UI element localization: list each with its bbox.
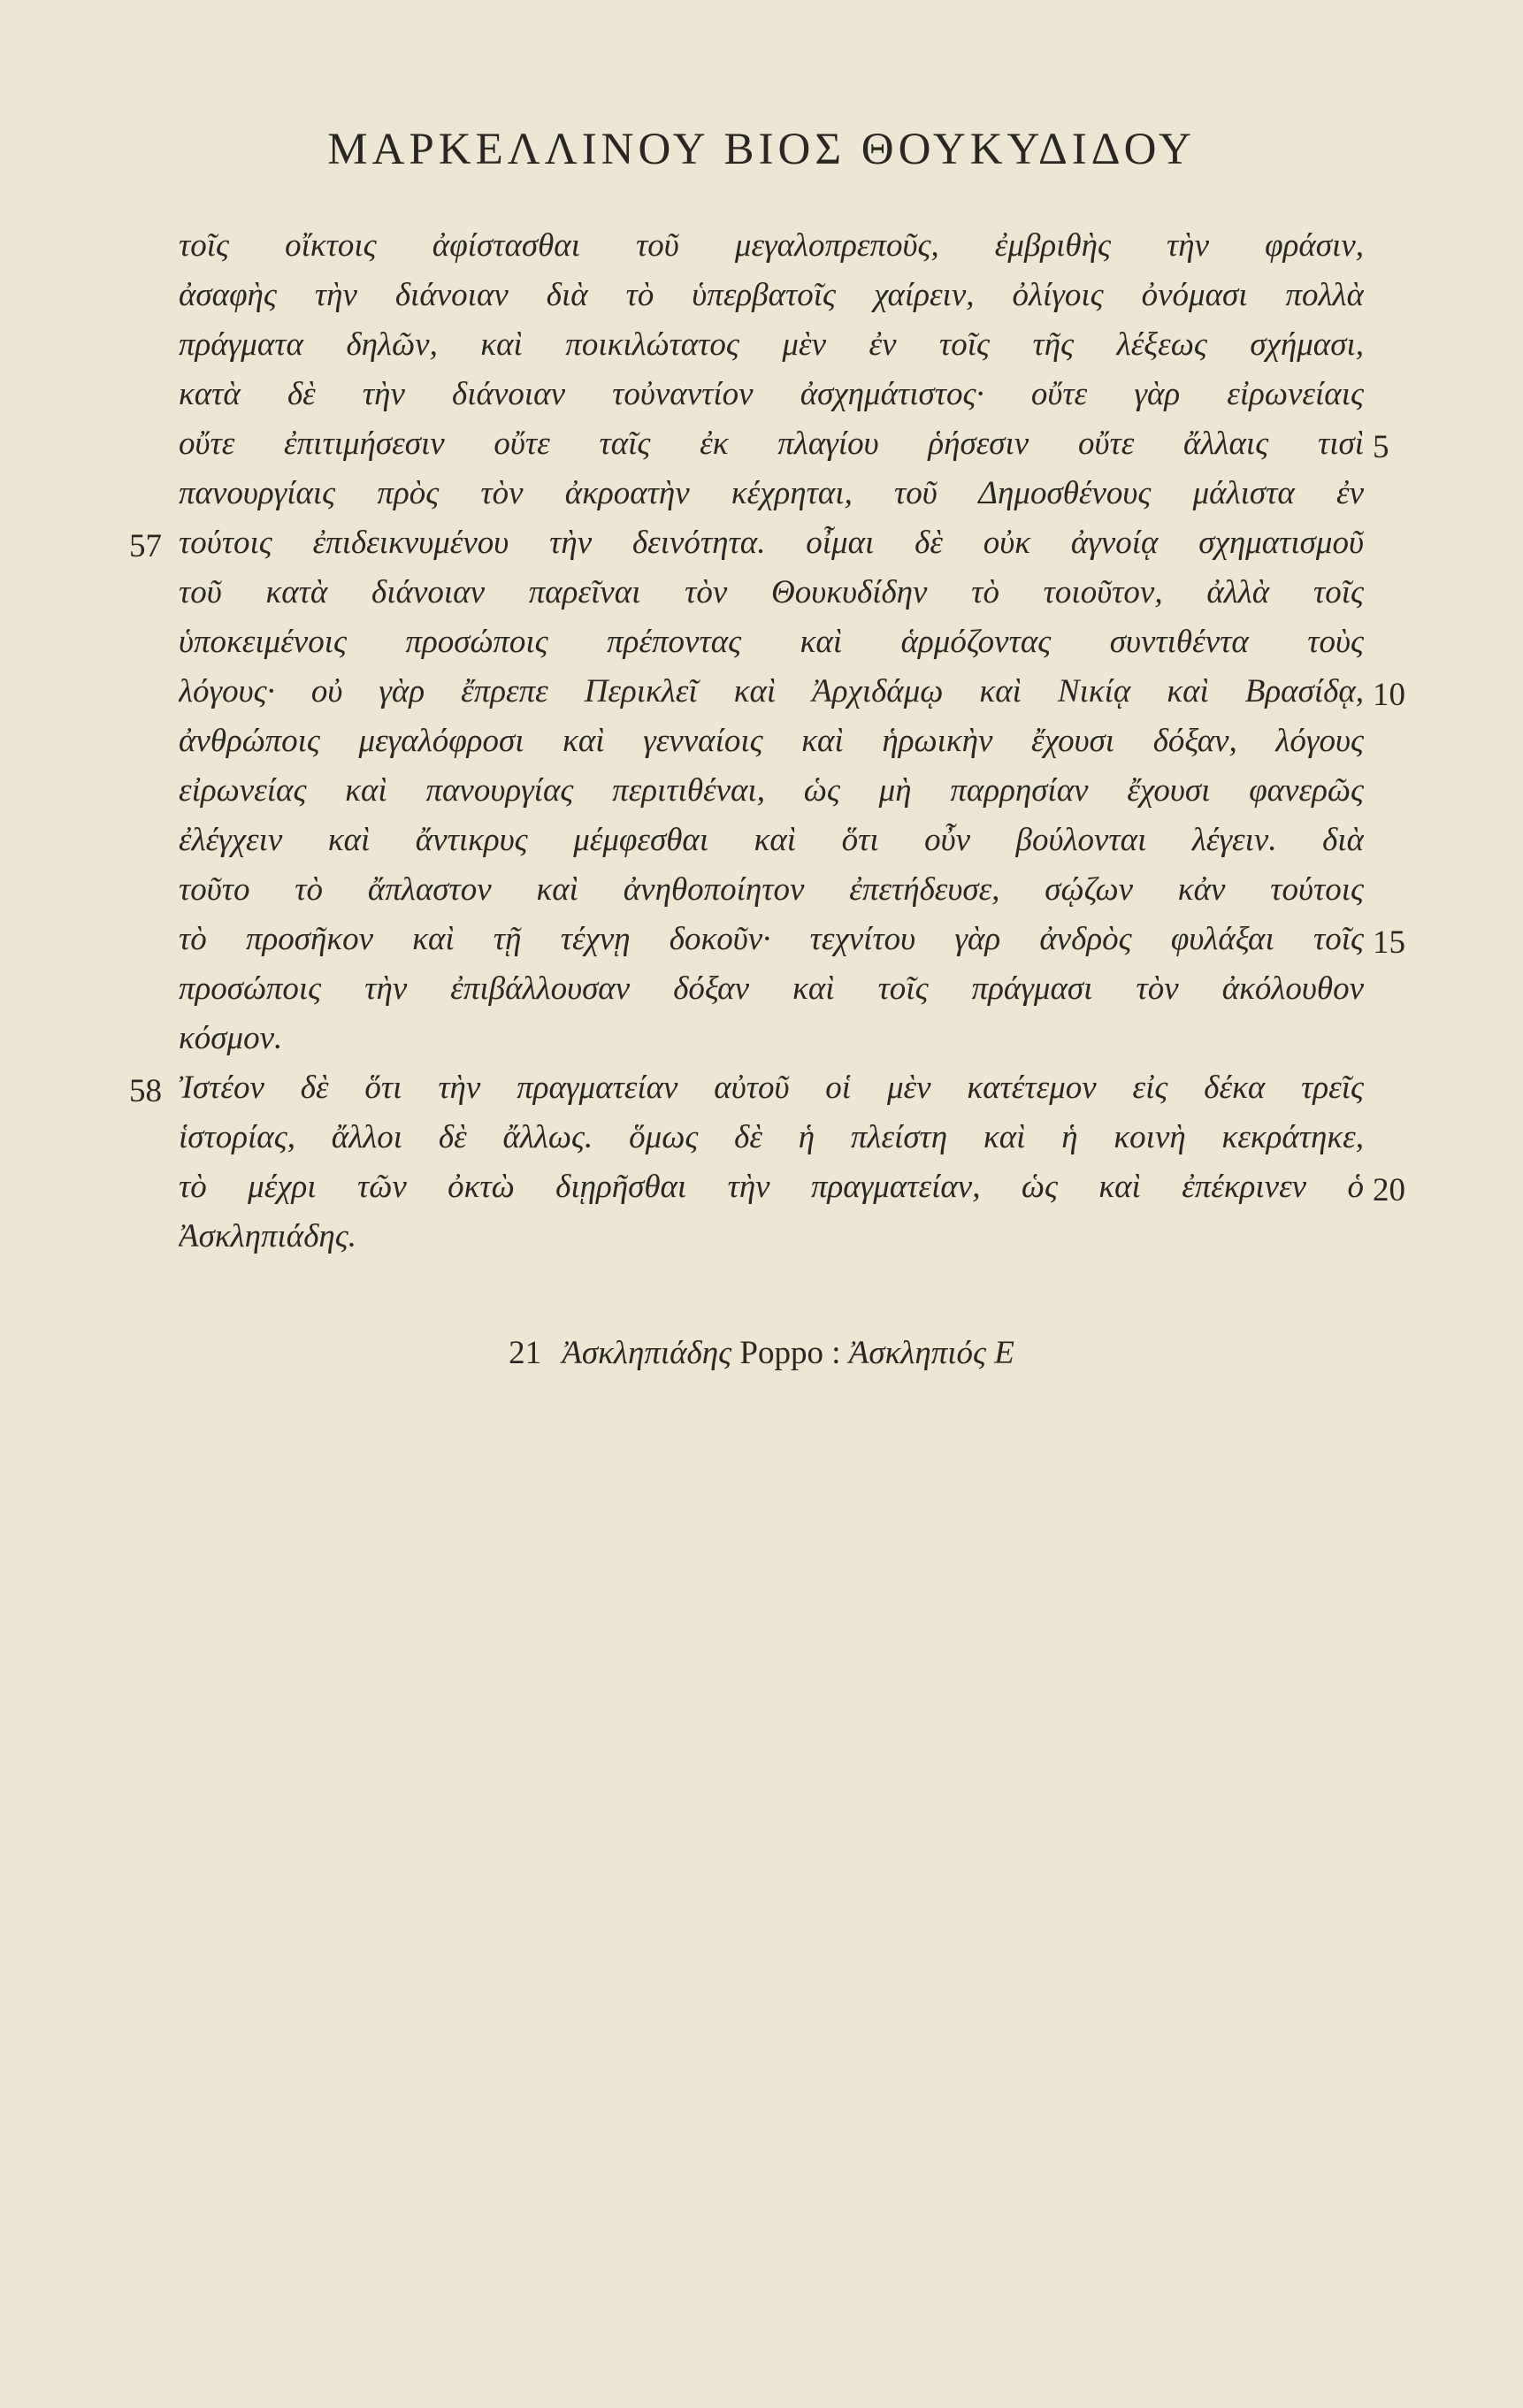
text-line: τούτοις ἐπιδεικνυμένου τὴν δεινότητα. οἶμαι δὲ οὐκ ἀγνοίᾳ σχηματισμοῦ bbox=[179, 525, 1364, 561]
text-line: τοῦτο τὸ ἄπλαστον καὶ ἀνηθοποίητον ἐπετήδευσε, σῴζων κἀν τούτοις bbox=[179, 871, 1364, 908]
text-line: τοῦ κατὰ διάνοιαν παρεῖναι τὸν Θουκυδίδην τὸ τοιοῦτον, ἀλλὰ τοῖς bbox=[179, 574, 1364, 610]
page-title: ΜΑΡΚΕΛΛΙΝΟΥ ΒΙΟΣ ΘΟΥΚΥΔΙΔΟΥ bbox=[327, 125, 1196, 174]
text-line: προσώποις τὴν ἐπιβάλλουσαν δόξαν καὶ τοῖς πράγμασι τὸν ἀκόλουθον bbox=[179, 970, 1364, 1007]
text-line: πράγματα δηλῶν, καὶ ποικιλώτατος μὲν ἐν τοῖς τῆς λέξεως σχήμασι, bbox=[179, 326, 1364, 363]
line-number-20: 20 bbox=[1373, 1172, 1405, 1208]
apparatus-footnote bbox=[0, 1334, 1523, 1372]
text-line: εἰρωνείας καὶ πανουργίας περιτιθέναι, ὡς μὴ παρρησίαν ἔχουσι φανερῶς bbox=[179, 772, 1364, 809]
text-line: ἱστορίας, ἄλλοι δὲ ἄλλως. ὅμως δὲ ἡ πλείστη καὶ ἡ κοινὴ κεκράτηκε, bbox=[179, 1119, 1364, 1155]
text-line: τὸ μέχρι τῶν ὀκτὼ διῃρῆσθαι τὴν πραγματείαν, ὡς καὶ ἐπέκρινεν ὁ bbox=[179, 1169, 1364, 1205]
footnote-editor: Poppo : bbox=[739, 1335, 841, 1371]
footnote-variant: Ἀσκληπιός Ε bbox=[848, 1335, 1014, 1371]
text-line: Ἀσκληπιάδης. bbox=[179, 1218, 357, 1254]
line-number-15: 15 bbox=[1373, 924, 1405, 961]
text-line: κόσμον. bbox=[179, 1020, 283, 1056]
text-line: πανουργίαις πρὸς τὸν ἀκροατὴν κέχρηται, τοῦ Δημοσθένους μάλιστα ἐν bbox=[179, 475, 1364, 511]
text-line: τοῖς οἴκτοις ἀφίστασθαι τοῦ μεγαλοπρεποῦς, ἐμβριθὴς τὴν φράσιν, bbox=[179, 227, 1364, 264]
footnote-lemma: Ἀσκληπιάδης bbox=[562, 1335, 732, 1371]
section-number-57: 57 bbox=[129, 528, 162, 564]
text-line: οὔτε ἐπιτιμήσεσιν οὔτε ταῖς ἐκ πλαγίου ῥήσεσιν οὔτε ἄλλαις τισὶ bbox=[179, 426, 1364, 462]
text-line: ἀνθρώποις μεγαλόφροσι καὶ γενναίοις καὶ ἡρωικὴν ἔχουσι δόξαν, λόγους bbox=[179, 723, 1364, 759]
text-line: ἀσαφὴς τὴν διάνοιαν διὰ τὸ ὑπερβατοῖς χαίρειν, ὀλίγοις ὀνόμασι πολλὰ bbox=[179, 277, 1364, 313]
line-number-10: 10 bbox=[1373, 677, 1405, 713]
text-line: κατὰ δὲ τὴν διάνοιαν τοὐναντίον ἀσχημάτιστος· οὔτε γὰρ εἰρωνείαις bbox=[179, 376, 1364, 412]
text-line: λόγους· οὐ γὰρ ἔπρεπε Περικλεῖ καὶ Ἀρχιδάμῳ καὶ Νικίᾳ καὶ Βρασίδᾳ, bbox=[179, 673, 1364, 709]
text-line: τὸ προσῆκον καὶ τῇ τέχνῃ δοκοῦν· τεχνίτου γὰρ ἀνδρὸς φυλάξαι τοῖς bbox=[179, 921, 1364, 957]
section-number-58: 58 bbox=[129, 1073, 162, 1109]
line-number-5: 5 bbox=[1373, 429, 1389, 465]
text-line: ὑποκειμένοις προσώποις πρέποντας καὶ ἁρμόζοντας συντιθέντα τοὺς bbox=[179, 624, 1364, 660]
footnote-line-number: 21 bbox=[509, 1335, 542, 1371]
text-line: ἐλέγχειν καὶ ἄντικρυς μέμφεσθαι καὶ ὅτι οὖν βούλονται λέγειν. διὰ bbox=[179, 822, 1364, 858]
text-line: Ἰστέον δὲ ὅτι τὴν πραγματείαν αὐτοῦ οἱ μὲν κατέτεμον εἰς δέκα τρεῖς bbox=[179, 1070, 1364, 1106]
